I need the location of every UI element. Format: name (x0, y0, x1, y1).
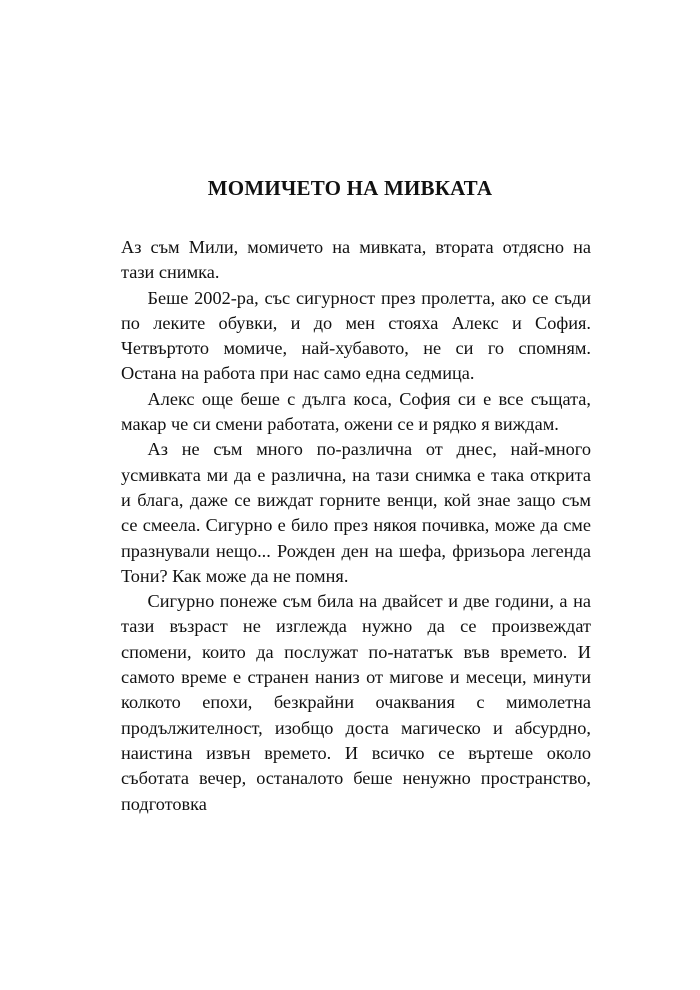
paragraph: Аз не съм много по-различна от днес, най-много усмивката ми да е различна, на тази снимка е така открита и блага, даже се виждат горните венци, кой знае защо съм се смеела. Сигурно е било през някоя почивка, може да сме празнували нещо... Рожден ден на шефа, фризьора легенда Тони? Как може да не помня. (121, 439, 591, 586)
chapter-title: МОМИЧЕТО НА МИВКАТА (207, 176, 493, 200)
paragraph: Беше 2002-ра, със сигурност през пролетта, ако се съди по леките обувки, и до мен стояха Алекс и София. Четвъртото момиче, най-хубавото, не си го спомням. Остана на работа при нас само една седмица. (121, 287, 591, 384)
chapter-body (121, 235, 591, 817)
paragraph: Сигурно понеже съм била на двайсет и две години, а на тази възраст не изглежда нужно да се произвеждат спомени, които да послужат по-нататък във времето. И самото време е странен наниз от мигове и месеци, минути колкото епохи, безкрайни очаквания с мимолетна продължителност, изобщо доста магическо и абсурдно, наистина извън времето. И всичко се въртеше около съботата вечер, останалото беше ненужно пространство, подготовка (121, 591, 591, 814)
paragraph: Алекс още беше с дълга коса, София си е все същата, макар че си смени работата, ожени се и рядко я виждам. (121, 388, 591, 435)
paragraph: Аз съм Мили, момичето на мивката, втората отдясно на тази снимка. (121, 237, 591, 283)
